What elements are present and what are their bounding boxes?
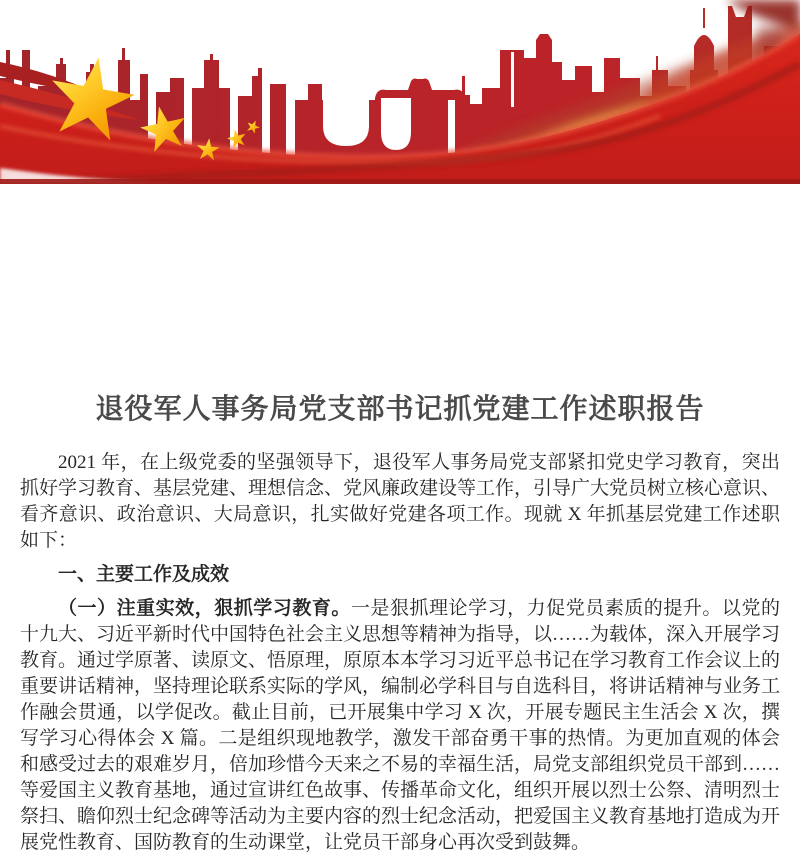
text-run: 一是狠抓理论学习，力促党员素质的提升。以党的十九大、习近平新时代中国特色社会主义思想等精神为指导，以……为载体，深入开展学习教育。通过学原著、读原文、悟原理，原原本本学习习近平总书记在学习教育工作会议上的重要讲话精神，坚持理论联系实际的学风，编制必学科目与自选科目，将讲话精神与业务工作融会贯通，以学促改。截止目前，已开展集中学习 X 次，开展专题民主生活会 X 次，撰写学习心得体会 X 篇。二是组织现地教学，激发干部奋勇干事的热情。为更加直观的体会和感受过去的艰难岁月，倍加珍惜今天来之不易的幸福生活，局党支部组织党员干部到……等爱国主义教育基地，通过宣讲红色故事、传播革命文化，组织开展以烈士公祭、清明烈士祭扫、瞻仰烈士纪念碑等活动为主要内容的烈士纪念活动，把爱国主义教育基地打造成为开展党性教育、国防教育的生动课堂，让党员干部身心再次受到鼓舞。 xyxy=(20,598,781,853)
document-body xyxy=(20,450,780,864)
section-heading xyxy=(20,562,780,588)
banner-image xyxy=(0,0,800,184)
document-title: 退役军人事务局党支部书记抓党建工作述职报告 xyxy=(95,394,705,425)
paragraph xyxy=(20,450,780,554)
paragraph xyxy=(20,596,780,856)
text-run: 一、主要工作及成效 xyxy=(58,564,230,585)
text-run: （一）注重实效，狠抓学习教育。 xyxy=(58,598,351,619)
text-run: 2021 年，在上级党委的坚强领导下，退役军人事务局党支部紧扣党史学习教育，突出抓好学习教育、基层党建、理想信念、党风廉政建设等工作，引导广大党员树立核心意识、看齐意识、政治意识、大局意识，扎实做好党建各项工作。现就 X 年抓基层党建工作述职如下： xyxy=(20,452,781,551)
